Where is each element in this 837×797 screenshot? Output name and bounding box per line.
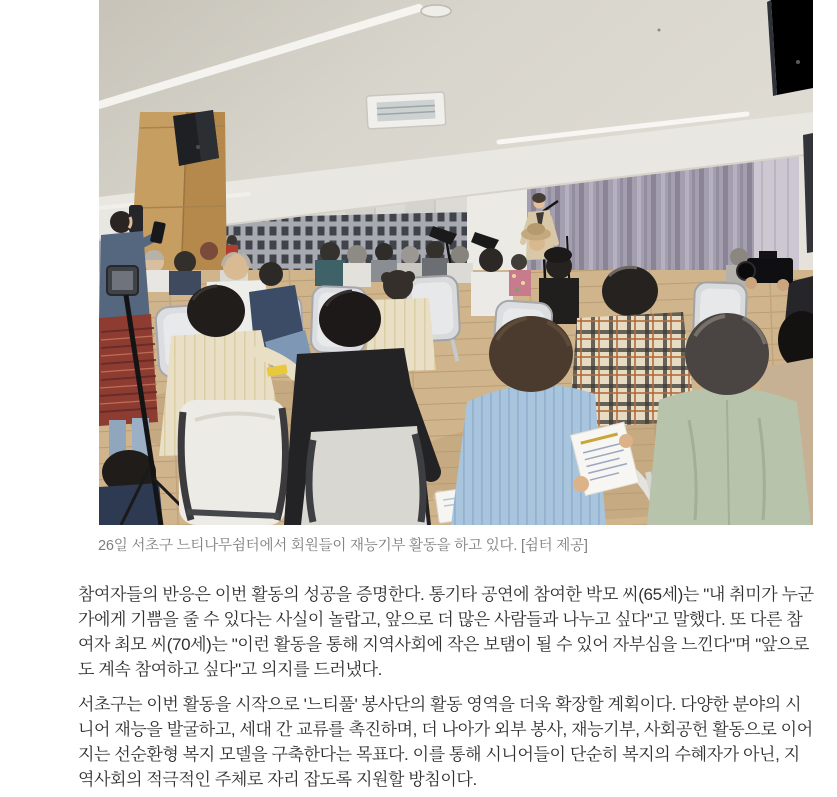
foreground-chair-center [301, 426, 427, 525]
foreground-chair-left [179, 400, 286, 525]
ceiling-ac-vent [366, 92, 446, 129]
article-paragraph-2 [78, 692, 814, 792]
paragraph-text: 참여자들의 반응은 이번 활동의 성공을 증명한다. 통기타 공연에 참여한 박모 씨(65세)는 "내 취미가 누군가에게 기쁨을 줄 수 있다는 사실이 놀랍고, 앞으로 더 많은 사람들과 나누고 싶다"고 말했다. 또 다른 참여자 최모 씨(70세)는 "이런 활동을 통해 지역사회에 작은 보탬이 될 수 있어 자부심을 느낀다"며 "앞으로도 계속 참여하고 싶다"고 의지를 드러냈다. [78, 585, 814, 679]
seminar-room-photo-illustration [99, 0, 813, 525]
article-paragraph-1 [78, 582, 814, 682]
ceiling-downlight [421, 5, 451, 17]
photo-caption: 26일 서초구 느티나무쉼터에서 회원들이 재능기부 활동을 하고 있다. [쉼터 제공] [98, 538, 588, 554]
paragraph-text: 서초구는 이번 활동을 시작으로 '느티풀' 봉사단의 활동 영역을 더욱 확장할 계획이다. 다양한 분야의 시니어 재능을 발굴하고, 세대 간 교류를 촉진하며, 더 나아가 외부 봉사, 재능기부, 사회공헌 활동으로 이어지는 선순환형 복지 모델을 구축한다는 목표다. 이를 통해 시니어들이 단순히 복지의 수혜자가 아닌, 지역사회의 적극적인 주체로 자리 잡도록 지원할 방침이다. [78, 695, 813, 789]
article-photo [99, 0, 813, 525]
